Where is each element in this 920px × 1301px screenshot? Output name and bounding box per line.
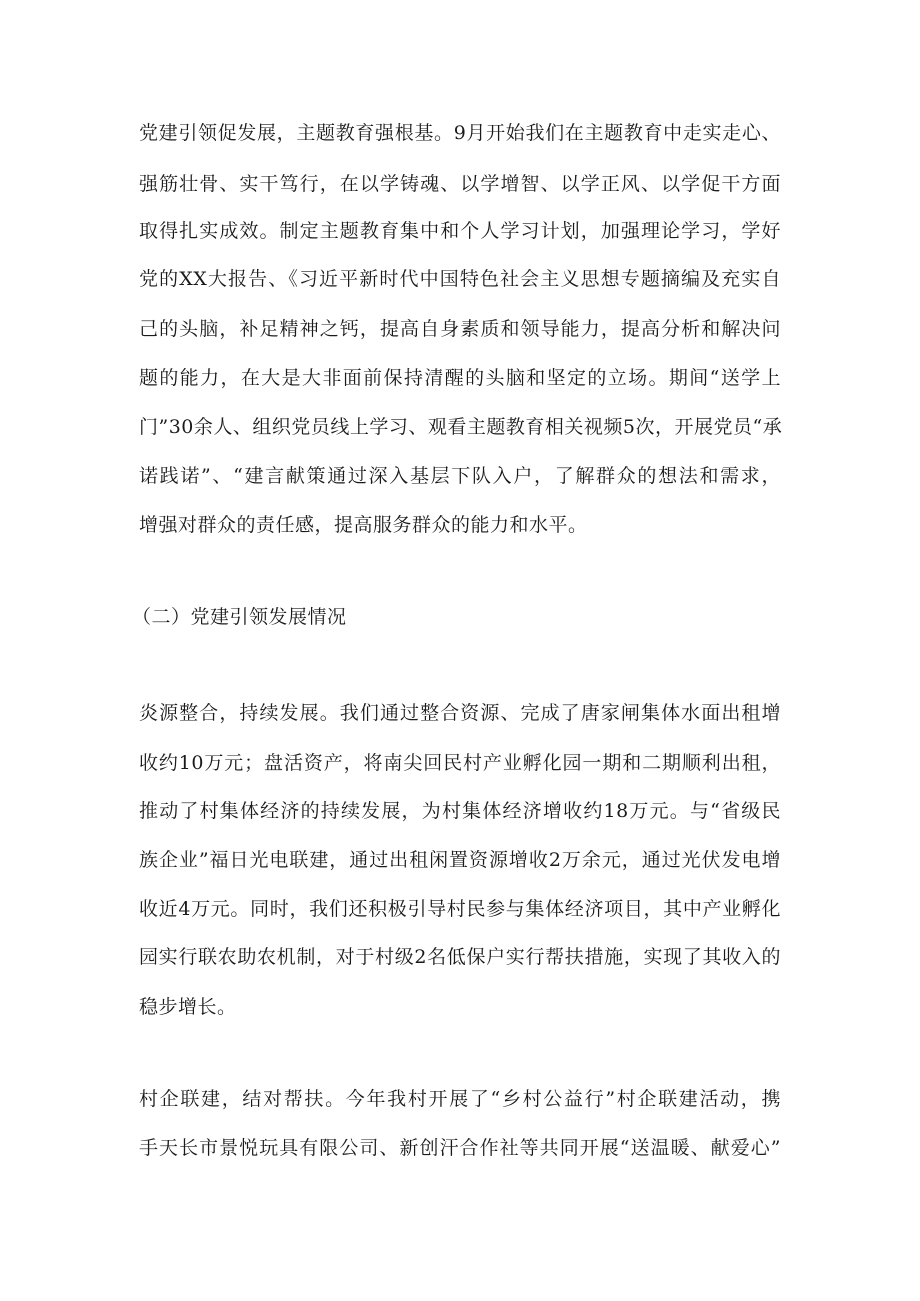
text-line: 村企联建，结对帮扶。今年我村开展了“乡村公益行”村企联建活动，携	[139, 1088, 781, 1110]
text-line: 诺践诺”、“建言献策通过深入基层下队入户，了解群众的想法和需求，	[139, 465, 781, 487]
text-line: 题的能力，在大是大非面前保持清醒的头脑和坚定的立场。期间“送学上	[139, 367, 781, 389]
text-line: 收约10万元；盘活资产，将南尖回民村产业孵化园一期和二期顺利出租，	[139, 752, 781, 774]
text-line: 推动了村集体经济的持续发展，为村集体经济增收约18万元。与“省级民	[139, 800, 781, 822]
text-line: 增强对群众的责任感，提高服务群众的能力和水平。	[139, 514, 588, 536]
text-line: 强筋壮骨、实干笃行，在以学铸魂、以学增智、以学正风、以学促干方面	[139, 173, 781, 195]
text-line: 稳步增长。	[139, 996, 237, 1018]
text-line: 门”30余人、组织党员线上学习、观看主题教育相关视频5次，开展党员“承	[139, 416, 783, 438]
text-line: 园实行联农助农机制，对于村级2名低保户实行帮扶措施，实现了其收入的	[139, 946, 781, 968]
text-line: 手天长市景悦玩具有限公司、新创汗合作社等共同开展“送温暖、献爱心”	[139, 1137, 781, 1159]
text-line: 收近4万元。同时，我们还积极引导村民参与集体经济项目，其中产业孵化	[139, 898, 781, 920]
text-line: 党的XX大报告、《习近平新时代中国特色社会主义思想专题摘编及充实自	[139, 268, 781, 290]
text-line: 党建引领促发展，主题教育强根基。9月开始我们在主题教育中走实走心、	[139, 122, 781, 144]
text-line: 取得扎实成效。制定主题教育集中和个人学习计划，加强理论学习，学好	[139, 220, 781, 242]
section-heading: （二）党建引领发展情况	[132, 606, 347, 628]
text-line: 己的头脑，补足精神之钙，提高自身素质和领导能力，提高分析和解决问	[139, 318, 781, 340]
text-line: 族企业”福日光电联建，通过出租闲置资源增收2万余元，通过光伏发电增	[139, 849, 781, 871]
text-line: 炎源整合，持续发展。我们通过整合资源、完成了唐家闸集体水面出租增	[139, 702, 781, 724]
